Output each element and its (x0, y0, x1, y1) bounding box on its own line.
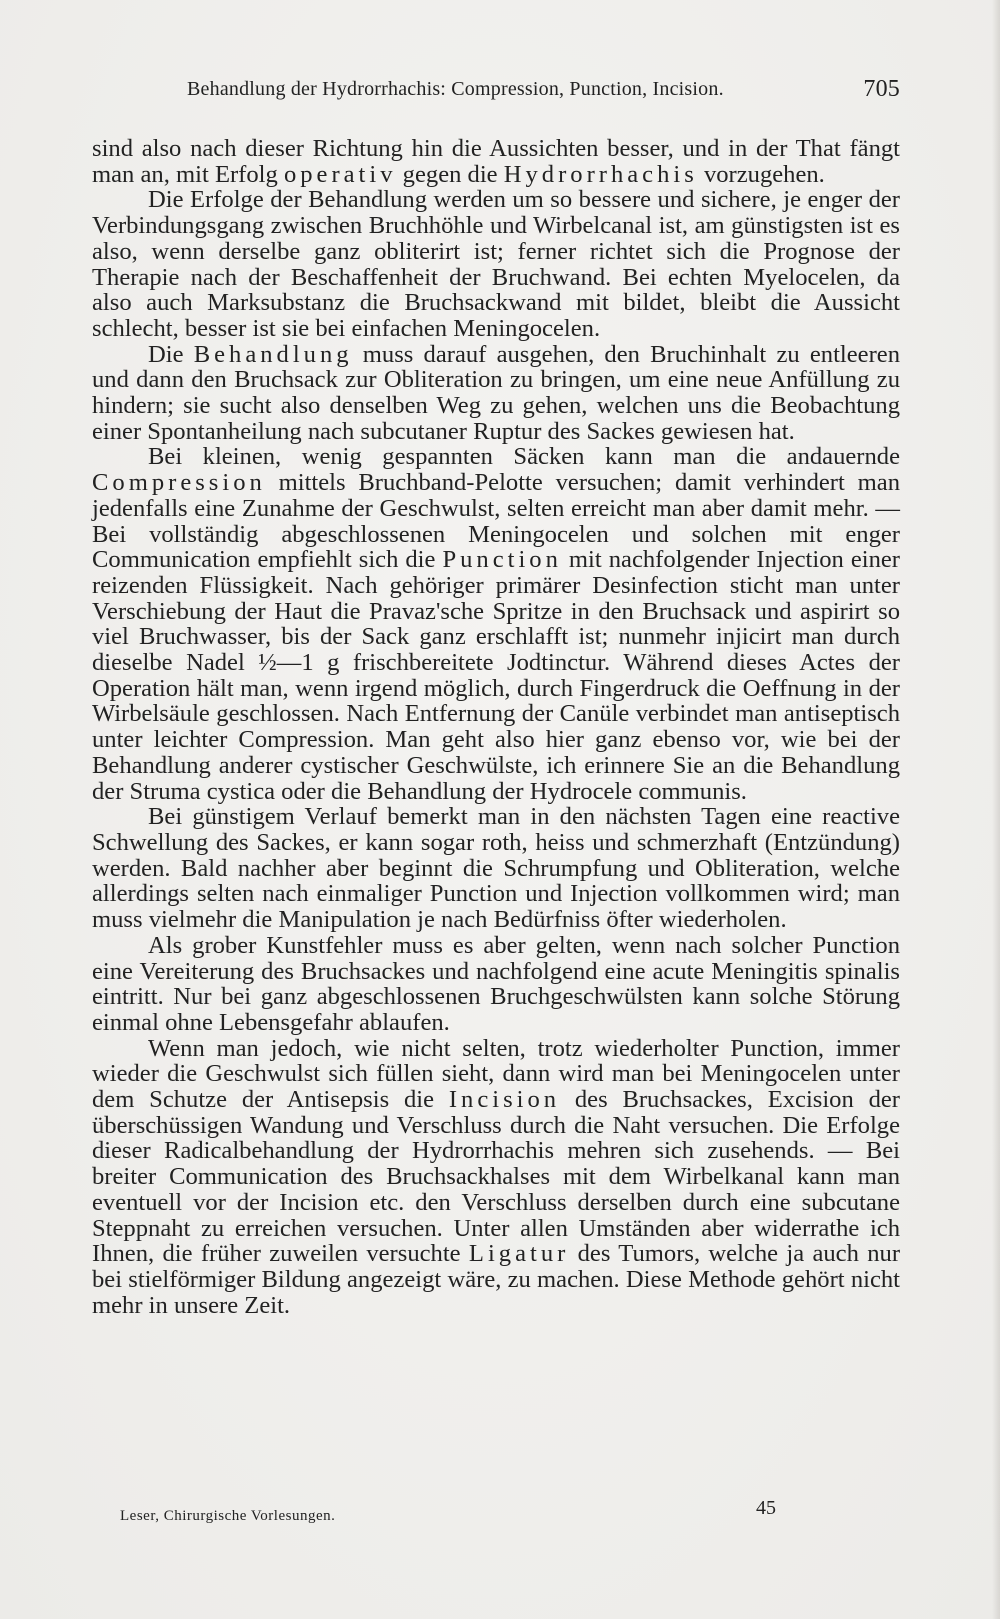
page-number: 705 (863, 76, 900, 102)
text-run: sind also nach dieser Richtung hin die Aussichten besser, und in der That fängt man an, mit Erfolg (92, 135, 900, 188)
text-run: Die (148, 340, 194, 368)
running-title: Behandlung der Hydrorrhachis: Compression, Punction, Incision. (187, 78, 724, 100)
sheet-number: 45 (756, 1497, 776, 1519)
body-text (92, 136, 900, 1318)
emphasis-hydrorrhachis: Hydrorrhachis (503, 160, 698, 188)
text-run: gegen die (396, 160, 504, 188)
emphasis-compression: Compression (92, 469, 266, 497)
text-run: muss darauf ausgehen, den Bruchinhalt zu entleeren und dann den Bruchsack zur Obliteration zu bringen, um eine neue Anfüllung zu hindern; sie sucht also denselben Weg zu gehen, welchen uns die Beobachtung einer Spontanheilung nach subcutaner Ruptur des Sackes gewiesen hat. (92, 340, 900, 445)
text-run: mit nachfolgender Injection einer reizenden Flüssigkeit. Nach gehöriger primärer Desinfection sticht man unter Verschiebung der Haut die Pravaz'sche Spritze in den Bruchsack und aspirirt so viel Bruchwasser, bis der Sack ganz erschlafft ist; nunmehr injicirt man durch dieselbe Nadel ½—1 g frischbereitete Jodtinctur. Während dieses Actes der Operation hält man, wenn irgend möglich, durch Fingerdruck die Oeffnung in der Wirbelsäule geschlossen. Nach Entfernung der Canüle verbindet man antiseptisch unter leichter Compression. Man geht also hier ganz ebenso vor, wie bei der Behandlung anderer cystischer Geschwülste, ich erinnere Sie an die Behandlung der Struma cystica oder die Behandlung der Hydrocele communis. (92, 546, 900, 805)
paragraph-3 (92, 342, 900, 445)
emphasis-incision: Incision (448, 1086, 561, 1114)
paragraph-1 (92, 136, 900, 187)
paragraph-6: Als grober Kunstfehler muss es aber gelten, wenn nach solcher Punction eine Vereiterung des Bruchsackes und nachfolgend eine acute Meningitis spinalis eintritt. Nur bei ganz abgeschlossenen Bruchgeschwülsten kann solche Störung einmal ohne Lebensgefahr ablaufen. (92, 931, 900, 1036)
text-run: Bei kleinen, wenig gespannten Säcken kann man die andauernde (148, 443, 900, 471)
paragraph-2: Die Erfolge der Behandlung werden um so bessere und sichere, je enger der Verbindungsgang zwischen Bruchhöhle und Wirbelcanal ist, am günstigsten ist es also, wenn derselbe ganz obliterirt ist; ferner richtet sich die Prognose der Therapie nach der Beschaffenheit der Bruchwand. Bei echten Myelocelen, da also auch Marksubstanz die Bruchsackwand mit bildet, bleibt die Aussicht schlecht, besser ist sie bei einfachen Meningocelen. (92, 186, 900, 342)
emphasis-behandlung: Behandlung (193, 340, 353, 368)
paragraph-5: Bei günstigem Verlauf bemerkt man in den nächsten Tagen eine reactive Schwellung des Sackes, er kann sogar roth, heiss und schmerzhaft (Entzündung) werden. Bald nachher aber beginnt die Schrumpfung und Obliteration, welche allerdings selten nach einmaliger Punction und Injection vollkommen wird; man muss vielmehr die Manipulation je nach Bedürfniss öfter wiederholen. (92, 803, 900, 934)
paragraph-4 (92, 444, 900, 804)
emphasis-ligatur: Ligatur (468, 1240, 570, 1268)
page-edge-shadow (992, 0, 1000, 1619)
paragraph-7 (92, 1036, 900, 1319)
text-run: des Tumors, welche ja auch nur bei stielförmiger Bildung angezeigt wäre, zu machen. Diese Methode gehört nicht mehr in unsere Zeit. (92, 1240, 901, 1319)
signature-line: Leser, Chirurgische Vorlesungen. (120, 1508, 336, 1524)
text-run: des Bruchsackes, Excision der überschüssigen Wandung und Verschluss durch die Naht versuchen. Die Erfolge dieser Radicalbehandlung der Hydrorrhachis mehren sich zusehends. — Bei breiter Communication des Bruchsackhalses mit dem Wirbelkanal kann man eventuell vor der Incision etc. den Verschluss derselben durch eine subcutane Steppnaht zu erreichen versuchen. Unter allen Umständen aber widerrathe ich Ihnen, die früher zuweilen versuchte (92, 1086, 900, 1268)
emphasis-operativ: operativ (283, 160, 397, 188)
text-run: Wenn man jedoch, wie nicht selten, trotz wiederholter Punction, immer wieder die Geschwulst sich füllen sieht, dann wird man bei Meningocelen unter dem Schutze der Antisepsis die (92, 1034, 900, 1114)
text-run: vorzugehen. (697, 160, 825, 188)
emphasis-punction: Punction (442, 546, 562, 574)
text-run: mittels Bruchband-Pelotte versuchen; damit verhindert man jedenfalls eine Zunahme der Geschwulst, selten erreicht man aber damit mehr. — Bei vollständig abgeschlossenen Meningocelen und solchen mit enger Communication empfiehlt sich die (92, 469, 900, 574)
